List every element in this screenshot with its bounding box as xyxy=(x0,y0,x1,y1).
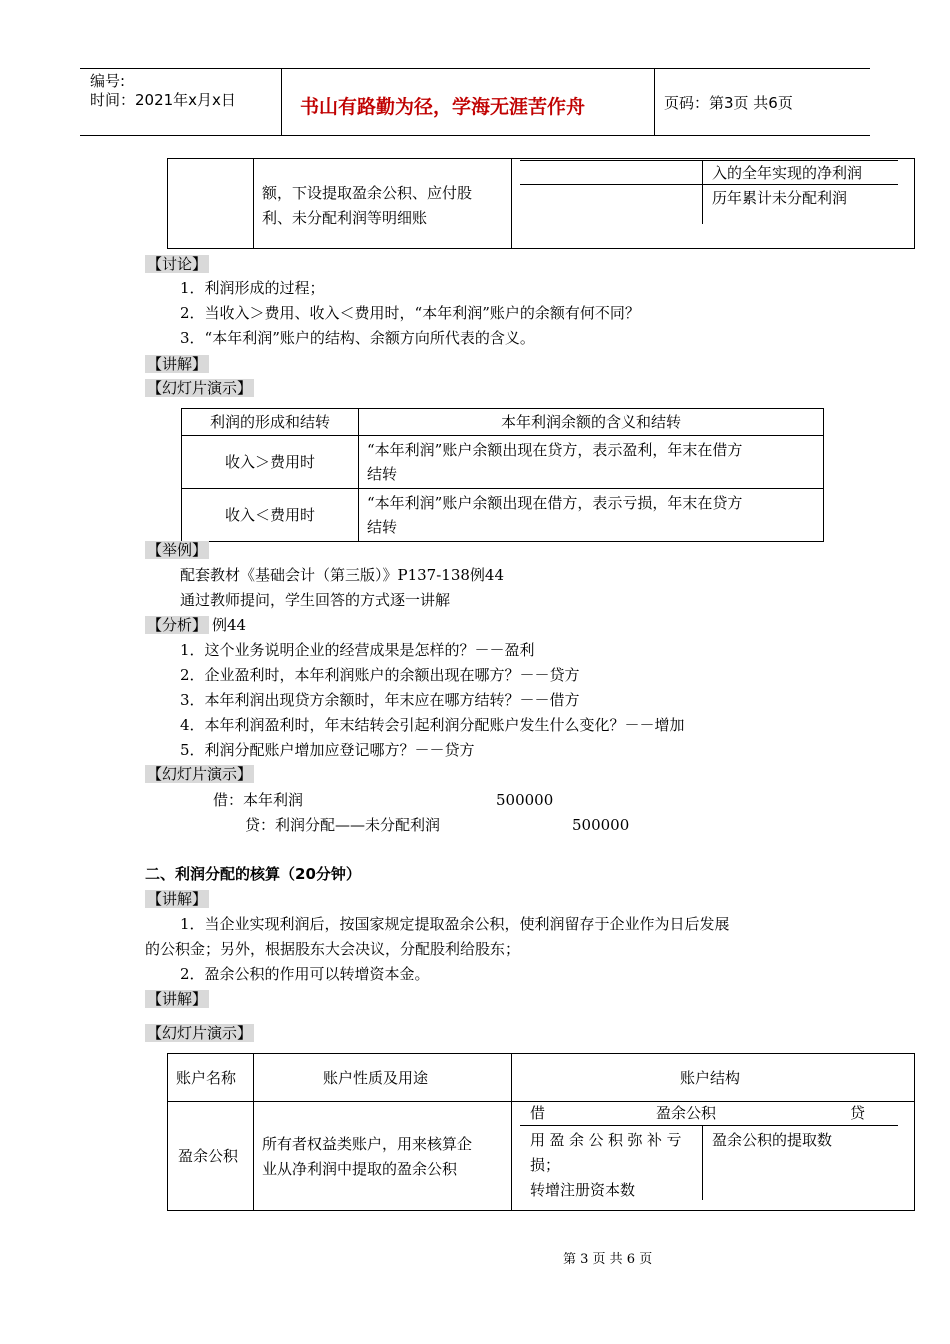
section2-para2: 2．盈余公积的作用可以转增资本金。 xyxy=(180,965,430,983)
journal-credit: 贷：利润分配——未分配利润 xyxy=(245,816,441,834)
profit-table-case-1: 收入＞费用时 xyxy=(182,436,359,489)
top-t-account-top xyxy=(520,160,898,161)
analysis-item-2: 2．企业盈利时，本年利润账户的余额出现在哪方？－－贷方 xyxy=(180,666,580,684)
analysis-tag-suffix: 例44 xyxy=(212,616,247,634)
slide-tag-2: 【幻灯片演示】 xyxy=(147,765,253,783)
top-table-col-1 xyxy=(253,158,254,249)
profit-table-meaning-1 xyxy=(359,436,824,489)
discussion-item-2: 2．当收入＞费用、收入＜费用时，“本年利润”账户的余额有何不同？ xyxy=(180,304,640,322)
account-table-name: 盈余公积 xyxy=(178,1147,239,1165)
section2-explain-tag: 【讲解】 xyxy=(147,890,208,908)
section2-slide-tag: 【幻灯片演示】 xyxy=(147,1024,253,1042)
top-t-account-rule xyxy=(520,184,898,185)
profit-table-header-1: 利润的形成和结转 xyxy=(182,409,359,436)
discussion-tag: 【讨论】 xyxy=(147,255,208,273)
account-table-header-3: 账户结构 xyxy=(680,1069,741,1087)
profit-table-meaning-1-line-1: “本年利润”账户余额出现在贷方，表示盈利，年末在借方 xyxy=(367,441,743,459)
journal-debit-amount: 500000 xyxy=(496,791,554,809)
profit-table-header-2: 本年利润余额的含义和结转 xyxy=(359,409,824,436)
profit-table-meaning-1-line-2: 结转 xyxy=(367,465,398,483)
top-table-desc-line-2: 利、未分配利润等明细账 xyxy=(262,209,428,227)
t-account-credit-line-1: 盈余公积的提取数 xyxy=(712,1131,833,1149)
section2-explain-tag-2: 【讲解】 xyxy=(147,990,208,1008)
account-table-header-2: 账户性质及用途 xyxy=(323,1069,429,1087)
profit-table xyxy=(181,408,824,542)
top-table-desc-line-1: 额，下设提取盈余公积、应付股 xyxy=(262,184,473,202)
account-table-col-1 xyxy=(253,1053,254,1211)
example-tag: 【举例】 xyxy=(147,541,208,559)
example-line-2: 通过教师提问，学生回答的方式逐一讲解 xyxy=(180,591,451,609)
header-bottom-rule xyxy=(80,135,870,136)
header-divider-2 xyxy=(654,68,655,136)
t-account-rule xyxy=(520,1125,898,1126)
top-table-col-2 xyxy=(511,158,512,249)
discussion-item-3: 3．“本年利润”账户的结构、余额方向所代表的含义。 xyxy=(180,329,535,347)
analysis-item-1: 1．这个业务说明企业的经营成果是怎样的？－－盈利 xyxy=(180,641,535,659)
header-page-info: 页码：第3页 共6页 xyxy=(664,94,793,112)
section2-title: 二、利润分配的核算（20分钟） xyxy=(145,865,361,883)
profit-table-case-2: 收入＜费用时 xyxy=(182,489,359,542)
t-account-credit-label: 贷 xyxy=(850,1104,866,1122)
top-t-account-split xyxy=(702,160,703,224)
header-top-rule xyxy=(80,68,870,69)
top-table-credit-line-1: 入的全年实现的净利润 xyxy=(712,164,863,182)
account-table-header-1: 账户名称 xyxy=(176,1069,237,1087)
page-footer: 第 3 页 共 6 页 xyxy=(563,1252,653,1267)
t-account-split xyxy=(702,1125,703,1200)
top-table-credit-line-2: 历年累计未分配利润 xyxy=(712,189,848,207)
discussion-item-1: 1．利润形成的过程； xyxy=(180,279,325,297)
header-number-label: 编号: xyxy=(90,72,126,90)
slide-tag-1: 【幻灯片演示】 xyxy=(147,379,253,397)
analysis-item-4: 4．本年利润盈利时，年末结转会引起利润分配账户发生什么变化？－－增加 xyxy=(180,716,685,734)
section2-para1-line-1: 1．当企业实现利润后，按国家规定提取盈余公积，使利润留存于企业作为日后发展 xyxy=(180,915,730,933)
analysis-tag: 【分析】 xyxy=(147,616,208,634)
profit-table-meaning-2-line-1: “本年利润”账户余额出现在借方，表示亏损，年末在贷方 xyxy=(367,494,743,512)
journal-credit-amount: 500000 xyxy=(572,816,630,834)
header-motto: 书山有路勤为径，学海无涯苦作舟 xyxy=(300,96,586,118)
t-account-title: 盈余公积 xyxy=(656,1104,717,1122)
explain-tag-1: 【讲解】 xyxy=(147,355,208,373)
account-table-col-2 xyxy=(511,1053,512,1211)
analysis-item-5: 5．利润分配账户增加应登记哪方？－－贷方 xyxy=(180,741,475,759)
section2-para1-line-2: 的公积金；另外，根据股东大会决议，分配股利给股东； xyxy=(145,940,521,958)
t-account-debit-line-3: 转增注册资本数 xyxy=(530,1181,636,1199)
example-line-1: 配套教材《基础会计（第三版）》P137-138例44 xyxy=(180,566,505,584)
analysis-item-3: 3．本年利润出现贷方余额时，年末应在哪方结转？－－借方 xyxy=(180,691,580,709)
profit-table-meaning-2-line-2: 结转 xyxy=(367,518,398,536)
account-table-desc-line-2: 业从净利润中提取的盈余公积 xyxy=(262,1160,458,1178)
account-table-header-rule xyxy=(167,1101,915,1102)
journal-debit: 借：本年利润 xyxy=(213,791,304,809)
profit-table-meaning-2 xyxy=(359,489,824,542)
t-account-debit-line-2: 损； xyxy=(530,1156,561,1174)
t-account-debit-line-1: 用盈余公积弥补亏 xyxy=(530,1131,687,1149)
header-divider-1 xyxy=(281,68,282,136)
account-table-desc-line-1: 所有者权益类账户，用来核算企 xyxy=(262,1135,473,1153)
t-account-debit-label: 借 xyxy=(530,1104,546,1122)
header-time-label: 时间：2021年x月x日 xyxy=(90,91,236,109)
